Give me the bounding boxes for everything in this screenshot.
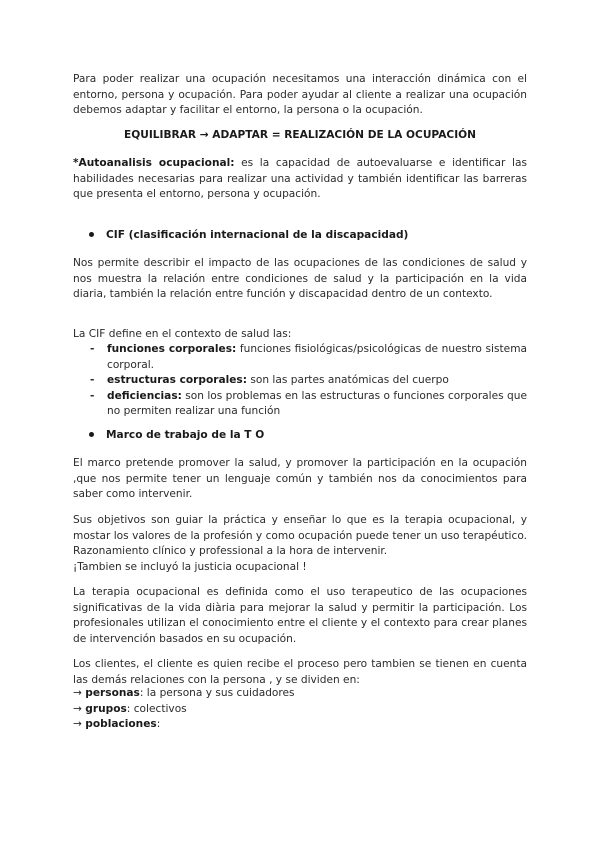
list-item-text: : la persona y sus cuidadores [139,687,295,699]
bullet-dot-icon [89,432,94,437]
list-item-text: : colectivos [126,702,187,715]
list-item-term: funciones corporales: [107,343,237,355]
paragraph-autoanalisis [73,156,527,203]
paragraph-intro: Para poder realizar una ocupación necesitamos una interacción dinámica con el entorno, persona y ocupación. Para poder ayudar al cliente a realizar una ocupación debemos adaptar y facilitar el entorno, la persona o la ocupación. [73,73,527,117]
list-item-text: funciones fisiológicas/psicológicas de nuestro sistema corporal. [107,343,527,371]
dash-marker: - [90,389,95,402]
paragraph-justicia: ¡Tambien se incluyó la justicia ocupacional ! [73,561,307,573]
list-item-term: grupos [85,702,127,715]
list-item [73,373,527,389]
list-item-term: estructuras corporales: [107,374,247,387]
paragraph-marco: El marco pretende promover la salud, y promover la participación en la ocupación ,que nos permite tener un lenguaje común y también nos da conocimientos para saber como intervenir. [73,457,527,501]
dash-marker: - [90,374,95,387]
list-item [73,389,527,420]
paragraph-terapia: La terapia ocupacional es definida como el uso terapeutico de las ocupaciones significativas de la vida diària para mejorar la salud y permitir la participación. Los profesionales utilizan el conocimiento entre el cliente y el contexto para crear planes de intervención basados en su ocupación. [73,586,527,645]
arrow-icon: → [73,718,82,731]
bullet-cif [89,228,408,244]
list-item [73,702,527,718]
bullet-marco-label: Marco de trabajo de la T O [106,429,265,441]
list-item [73,686,527,702]
list-item-text: son los problemas en las estructuras o funciones corporales que no permiten realizar una función [107,389,527,418]
list-item [73,717,527,733]
dash-marker: - [90,343,95,355]
autoanalisis-term: *Autoanalisis ocupacional: [73,157,235,169]
bullet-cif-label: CIF (clasificación internacional de la discapacidad) [106,229,409,241]
paragraph-cif-define: La CIF define en el contexto de salud las: [73,328,292,340]
client-types-list [73,686,527,733]
list-item-term: deficiencias: [107,389,182,402]
list-item-term: personas [85,687,140,699]
list-item-text: : [156,718,161,731]
list-item-text: son las partes anatómicas del cuerpo [246,374,449,387]
autoanalisis-text: es la capacidad de autoevaluarse e identificar las habilidades necesarias para realizar una actividad y también identificar las barreras que presenta el entorno, persona y ocupación. [73,157,527,201]
cif-list [73,342,527,420]
bullet-dot-icon [89,232,94,237]
list-item [73,342,527,373]
arrow-icon: → [73,702,82,715]
paragraph-objetivos: Sus objetivos son guiar la práctica y enseñar lo que es la terapia ocupacional, y mostar los valores de la profesión y como ocupación puede tener un uso terapéutico. Razonamiento clínico y professional a la hora de intervenir. [73,514,527,558]
paragraph-cif: Nos permite describir el impacto de las ocupaciones de las condiciones de salud y nos muestra la relación entre condiciones de salud y la participación en la vida diaria, también la relación entre función y discapacidad dentro de un contexto. [73,257,527,301]
list-item-term: poblaciones [85,718,157,731]
equation-heading: EQUILIBRAR → ADAPTAR = REALIZACIÓN DE LA OCUPACIÓN [123,129,477,141]
paragraph-clientes: Los clientes, el cliente es quien recibe el proceso pero tambien se tienen en cuenta las demás relaciones con la persona , y se dividen en: [73,658,527,686]
arrow-icon: → [73,687,82,699]
bullet-marco [89,428,264,444]
